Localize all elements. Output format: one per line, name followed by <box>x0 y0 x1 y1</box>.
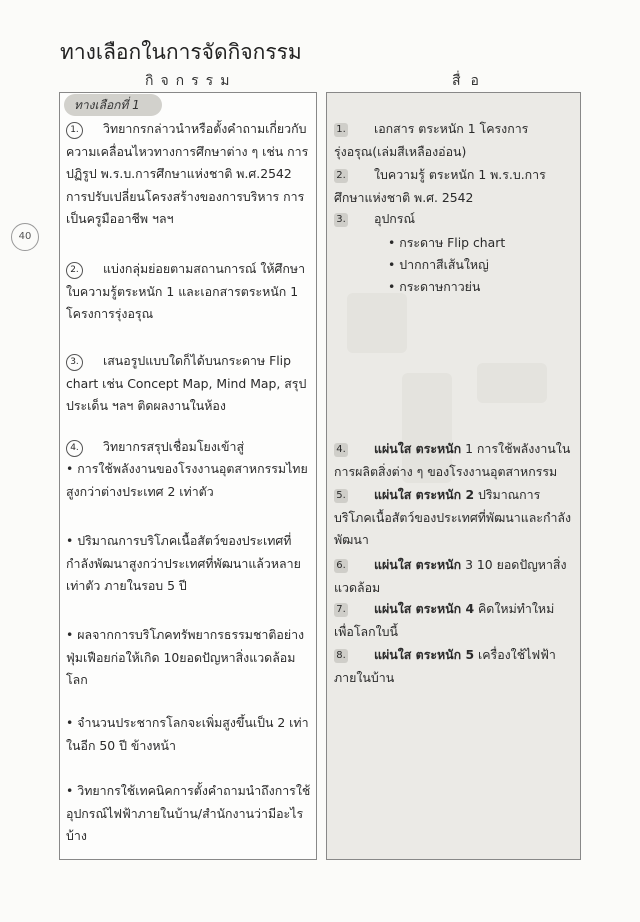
media-bold-label: แผ่นใส ตระหนัก <box>374 557 462 572</box>
media-item-5 <box>334 484 574 552</box>
column-header-media: สื่อ <box>452 73 489 89</box>
media-number: 6. <box>334 559 348 573</box>
media-number: 2. <box>334 169 348 183</box>
activity-number: 2. <box>66 262 83 279</box>
media-bold-label: แผ่นใส ตระหนัก <box>374 441 462 456</box>
activity-text: เสนอรูปแบบใดก็ได้บนกระดาษ Flip chart เช่น Concept Map, Mind Map, สรุปประเด็น ฯลฯ ติดผลงานในห้อง <box>66 353 307 413</box>
summary-point: • ผลจากการบริโภคทรัพยากรธรรมชาติอย่างฟุ่มเฟือยก่อให้เกิด 10ยอดปัญหาสิ่งแวดล้อมโลก <box>66 627 305 687</box>
media-subitem: • ปากกาสีเส้นใหญ่ <box>388 257 489 272</box>
media-number: 4. <box>334 443 348 457</box>
summary-point: • การใช้พลังงานของโรงงานอุตสาหกรรมไทยสูงกว่าต่างประเทศ 2 เท่าตัว <box>66 461 308 499</box>
media-bold-label: แผ่นใส ตระหนัก 5 <box>374 647 475 662</box>
media-number: 7. <box>334 603 348 617</box>
activity-item-4 <box>66 436 312 459</box>
media-text: เครื่องใช้ไฟฟ้าภายในบ้าน <box>334 647 556 685</box>
media-item-1 <box>334 118 574 163</box>
media-item-4 <box>334 438 574 483</box>
activity-number: 1. <box>66 122 83 139</box>
media-item-3 <box>334 208 574 231</box>
page-number: 40 <box>11 223 39 251</box>
media-item-7 <box>334 598 574 643</box>
media-item-8 <box>334 644 574 689</box>
faded-background-illustration <box>347 293 407 353</box>
faded-background-illustration <box>477 363 547 403</box>
activity-item-3 <box>66 350 312 418</box>
media-subitem: • กระดาษกาวย่น <box>388 279 481 294</box>
media-bold-label: แผ่นใส ตระหนัก 4 <box>374 601 475 616</box>
media-text: อุปกรณ์ <box>374 211 415 226</box>
summary-point: • จำนวนประชากรโลกจะเพิ่มสูงขึ้นเป็น 2 เท่าในอีก 50 ปี ข้างหน้า <box>66 715 309 753</box>
activity-text: วิทยากรสรุปเชื่อมโยงเข้าสู่ <box>103 439 245 454</box>
media-subitem: • กระดาษ Flip chart <box>388 235 506 250</box>
media-text: คิดใหม่ทำใหม่เพื่อโลกใบนี้ <box>334 601 555 639</box>
media-text: ใบความรู้ ตระหนัก 1 พ.ร.บ.การศึกษาแห่งชาติ พ.ศ. 2542 <box>334 167 546 205</box>
media-number: 8. <box>334 649 348 663</box>
media-bold-label: แผ่นใส ตระหนัก 2 <box>374 487 475 502</box>
activity-number: 3. <box>66 354 83 371</box>
column-header-activities: กิจกรรม <box>145 73 237 89</box>
media-text: เอกสาร ตระหนัก 1 โครงการรุ่งอรุณ(เล่มสีเหลืองอ่อน) <box>334 121 529 159</box>
page-title: ทางเลือกในการจัดกิจกรรม <box>60 40 302 64</box>
media-text: 3 10 ยอดปัญหาสิ่งแวดล้อม <box>334 557 567 595</box>
media-text: 1 การใช้พลังงานในการผลิตสิ่งต่าง ๆ ของโรงงานอุตสาหกรรม <box>334 441 571 479</box>
media-number: 3. <box>334 213 348 227</box>
media-text: ปริมาณการบริโภคเนื้อสัตว์ของประเทศที่พัฒนาและกำลังพัฒนา <box>334 487 572 547</box>
option-label: ทางเลือกที่ 1 <box>64 94 162 116</box>
summary-point: • ปริมาณการบริโภคเนื้อสัตว์ของประเทศที่กำลังพัฒนาสูงกว่าประเทศที่พัฒนาแล้วหลายเท่าตัว ภายในรอบ 5 ปี <box>66 533 301 593</box>
summary-point: • วิทยากรใช้เทคนิคการตั้งคำถามนำถึงการใช้อุปกรณ์ไฟฟ้าภายในบ้าน/สำนักงานว่ามีอะไรบ้าง <box>66 783 311 843</box>
activity-text: แบ่งกลุ่มย่อยตามสถานการณ์ ให้ศึกษา ใบความรู้ตระหนัก 1 และเอกสารตระหนัก 1 โครงการรุ่งอรุณ <box>66 261 306 321</box>
activity-number: 4. <box>66 440 83 457</box>
activity-item-2 <box>66 258 312 326</box>
media-number: 1. <box>334 123 348 137</box>
media-number: 5. <box>334 489 348 503</box>
activity-item-1 <box>66 118 312 231</box>
media-item-2 <box>334 164 574 209</box>
media-item-6 <box>334 554 574 599</box>
activity-text: วิทยากรกล่าวนำหรือตั้งคำถามเกี่ยวกับความเคลื่อนไหวทางการศึกษาต่าง ๆ เช่น การปฏิรูป พ.ร.บ.การศึกษาแห่งชาติ พ.ศ.2542 การปรับเปลี่ยนโครงสร้างของการบริหาร การเป็นครูมืออาชีพ ฯลฯ <box>66 121 309 226</box>
